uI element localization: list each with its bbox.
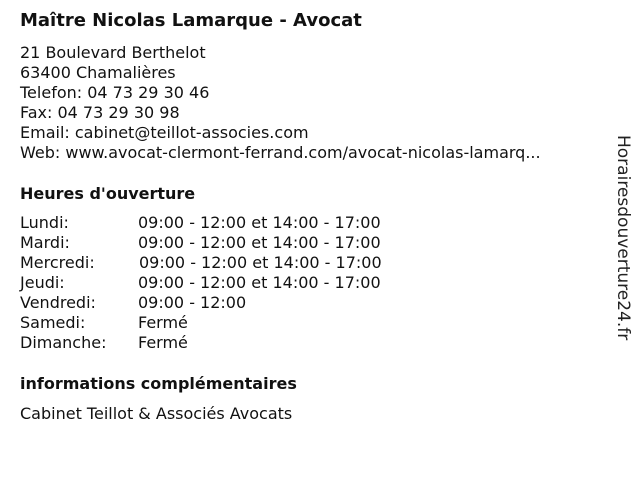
- day-label: Mardi:: [20, 233, 70, 252]
- opening-hours-heading: Heures d'ouverture: [20, 184, 196, 203]
- address-city: 63400 Chamalières: [20, 63, 176, 82]
- day-label: Vendredi:: [20, 293, 96, 312]
- fax-number: Fax: 04 73 29 30 98: [20, 103, 180, 122]
- additional-info-heading: informations complémentaires: [20, 374, 297, 393]
- day-label: Lundi:: [20, 213, 69, 232]
- phone-number[interactable]: Telefon: 04 73 29 30 46: [20, 83, 210, 102]
- address-street: 21 Boulevard Berthelot: [20, 43, 206, 62]
- hours-value: 09:00 - 12:00 et 14:00 - 17:00: [138, 233, 381, 252]
- day-label: Jeudi:: [20, 273, 65, 292]
- email-link[interactable]: Email: cabinet@teillot-associes.com: [20, 123, 309, 142]
- page-title: Maître Nicolas Lamarque - Avocat: [20, 10, 362, 31]
- additional-info-text: Cabinet Teillot & Associés Avocats: [20, 404, 293, 423]
- hours-value: Fermé: [138, 333, 188, 352]
- site-watermark: Horairesdouverture24.fr: [613, 135, 633, 341]
- hours-value: 09:00 - 12:00 et 14:00 - 17:00: [139, 253, 382, 272]
- website-link[interactable]: Web: www.avocat-clermont-ferrand.com/avocat-nicolas-lamarq...: [20, 143, 541, 162]
- hours-value: 09:00 - 12:00 et 14:00 - 17:00: [138, 273, 381, 292]
- day-label: Samedi:: [20, 313, 86, 332]
- hours-value: 09:00 - 12:00: [138, 293, 247, 312]
- day-label: Mercredi:: [20, 253, 95, 272]
- day-label: Dimanche:: [20, 333, 107, 352]
- hours-value: Fermé: [138, 313, 188, 332]
- hours-value: 09:00 - 12:00 et 14:00 - 17:00: [138, 213, 381, 232]
